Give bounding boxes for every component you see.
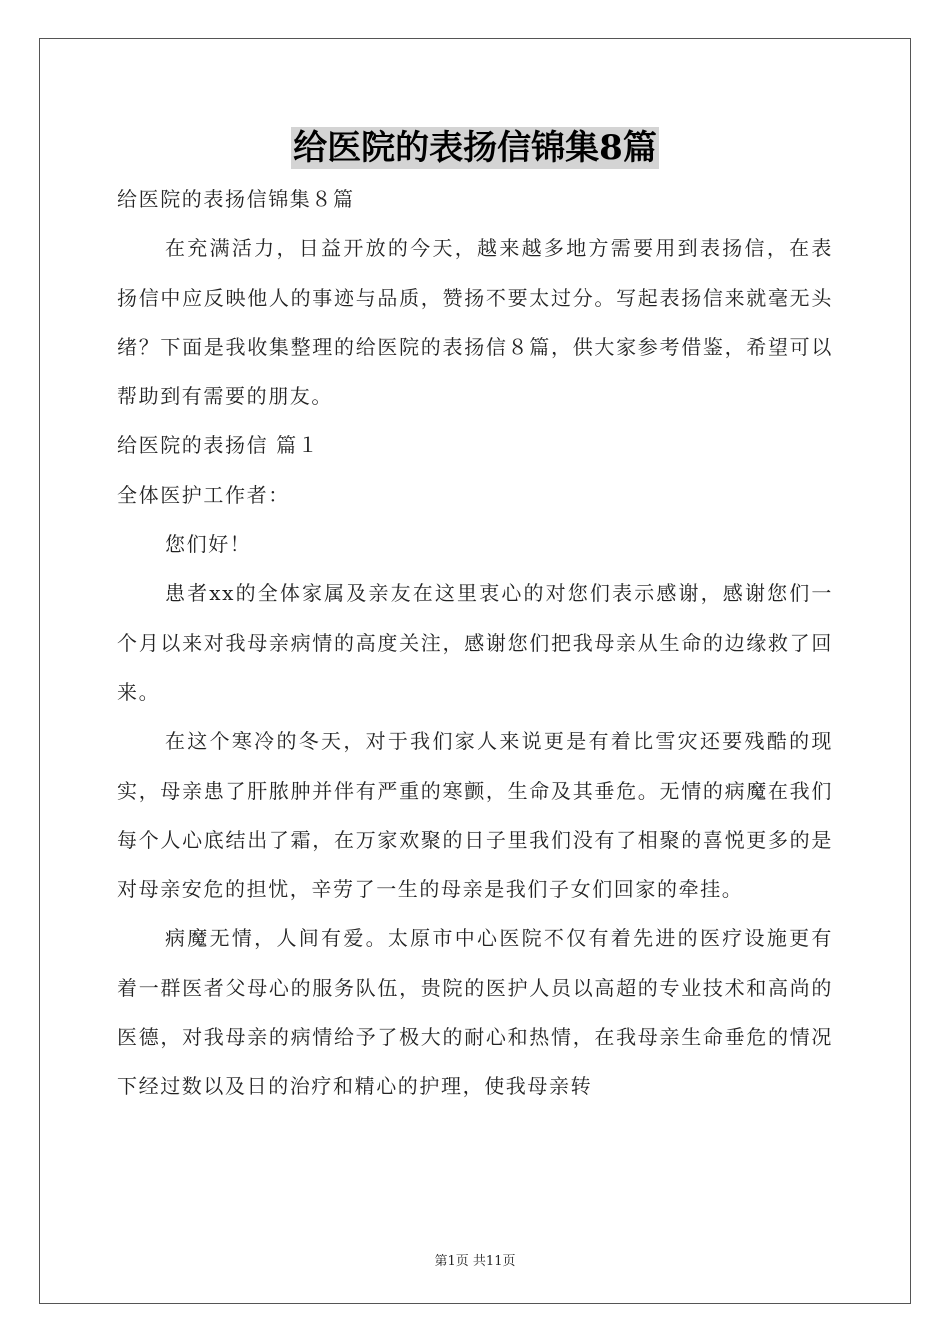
- paragraph: 您们好！: [165, 532, 252, 557]
- paragraph: 给医院的表扬信锦集８篇: [117, 187, 355, 211]
- title-container: [0, 127, 950, 169]
- paragraph: 病魔无情，人间有爱。太原市中心医院不仅有着先进的医疗设施更有着一群医者父母心的服务队伍，贵院的医护人员以高超的专业技术和高尚的医德，对我母亲的病情给予了极大的耐心和热情，在我母亲生命垂危的情况下经过数以及日的治疗和精心的护理，使我母亲转: [117, 926, 833, 1099]
- paragraph: 在这个寒冷的冬天，对于我们家人来说更是有着比雪灾还要残酷的现实，母亲患了肝脓肿并伴有严重的寒颤，生命及其垂危。无情的病魔在我们每个人心底结出了霜，在万家欢聚的日子里我们没有了相聚的喜悦更多的是对母亲安危的担忧，辛劳了一生的母亲是我们子女们回家的牵挂。: [117, 729, 833, 902]
- paragraph: 全体医护工作者：: [117, 482, 290, 507]
- paragraph: 患者xx的全体家属及亲友在这里衷心的对您们表示感谢，感谢您们一个月以来对我母亲病情的高度关注，感谢您们把我母亲从生命的边缘救了回来。: [117, 581, 833, 704]
- paragraph: 在充满活力，日益开放的今天，越来越多地方需要用到表扬信，在表扬信中应反映他人的事迹与品质，赞扬不要太过分。写起表扬信来就毫无头绪？下面是我收集整理的给医院的表扬信８篇，供大家参考借鉴，希望可以帮助到有需要的朋友。: [117, 236, 833, 409]
- document-body: [117, 175, 833, 1112]
- page-footer: 第1页 共11页: [434, 1254, 516, 1269]
- paragraph: 给医院的表扬信 篇１: [117, 433, 320, 458]
- document-title: 给医院的表扬信锦集8篇: [293, 128, 657, 168]
